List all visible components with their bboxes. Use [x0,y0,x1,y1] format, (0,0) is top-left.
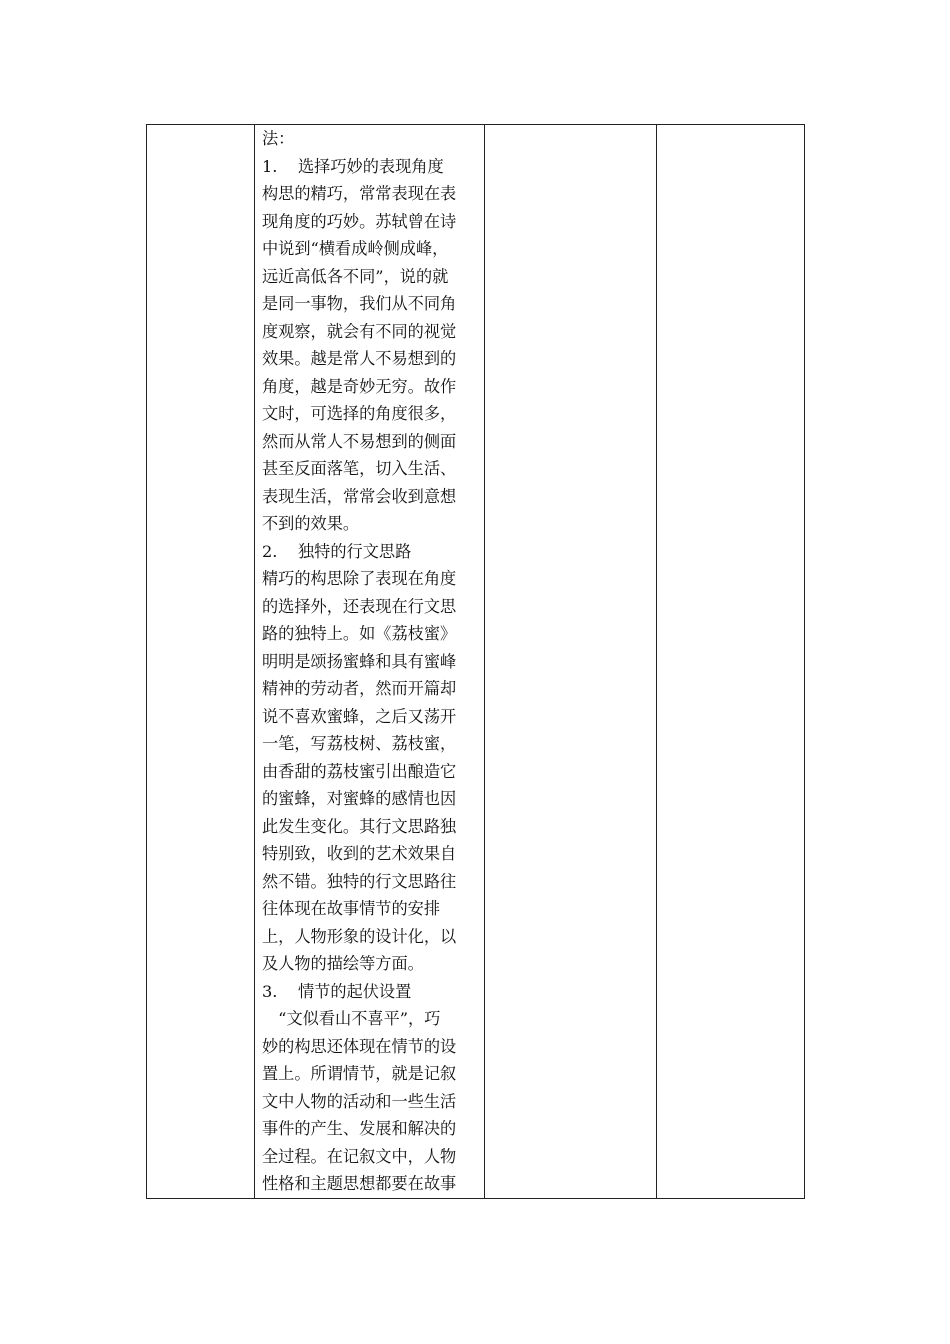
text-line [262,1088,478,1116]
text-line [262,345,478,373]
line-text: 此发生变化。其行文思路独 [262,816,457,836]
table-row [147,125,805,1199]
empty-cell-left [147,125,255,1199]
text-line [262,1170,478,1198]
line-text: 现角度的巧妙。苏轼曾在诗 [262,211,457,231]
text-line [262,785,478,813]
line-text: 效果。越是常人不易想到的 [262,349,457,368]
line-text: 法： [262,129,295,148]
line-text: 独特的行文思路 [298,541,412,561]
line-text: 精巧的构思除了表现在角度 [262,569,457,588]
text-line [262,400,478,428]
text-line [262,620,478,648]
line-text: 的蜜蜂，对蜜蜂的感情也因 [262,789,457,808]
line-text: 全过程。在记叙文中，人物 [262,1146,457,1166]
line-text: 甚至反面落笔，切入生活、 [262,459,457,478]
line-text: 由香甜的荔枝蜜引出酿造它 [262,761,457,781]
text-line [262,1060,478,1088]
text-line [262,840,478,868]
line-text: 角度，越是奇妙无穷。故作 [262,376,457,396]
text-line [262,703,478,731]
line-text: 文时，可选择的角度很多， [262,404,457,423]
text-line [262,208,478,236]
text-line [262,235,478,263]
body-text [255,125,484,1198]
list-number: 1. [262,156,278,176]
line-text: 一笔，写荔枝树、荔枝蜜， [262,734,457,753]
list-number: 2. [262,541,278,561]
text-line [262,565,478,593]
text-line [262,813,478,841]
text-line [262,538,478,566]
text-line [262,675,478,703]
line-text: 说不喜欢蜜蜂，之后又荡开 [262,706,457,726]
text-line [262,318,478,346]
empty-cell-middle [485,125,657,1199]
text-line [262,373,478,401]
line-text: 表现生活，常常会收到意想 [262,486,457,506]
line-text: 然不错。独特的行文思路往 [262,871,457,891]
line-text: 往体现在故事情节的安排 [262,899,441,918]
text-line [262,978,478,1006]
line-text: “文似看山不喜平”，巧 [262,1009,441,1028]
empty-cell-right [657,125,805,1199]
text-line [262,1005,478,1033]
line-text: 性格和主题思想都要在故事 [262,1174,457,1193]
line-text: 上，人物形象的设计化，以 [262,926,457,946]
text-line [262,153,478,181]
line-text: 是同一事物，我们从不同角 [262,294,457,313]
line-text: 置上。所谓情节，就是记叙 [262,1064,457,1083]
text-line [262,593,478,621]
text-line [262,455,478,483]
text-line [262,263,478,291]
line-text: 度观察，就会有不同的视觉 [262,321,457,341]
list-number: 3. [262,981,278,1001]
text-line [262,428,478,456]
text-line [262,1033,478,1061]
text-line [262,180,478,208]
text-line [262,730,478,758]
line-text: 及人物的描绘等方面。 [262,954,424,973]
text-line [262,125,478,153]
line-text: 妙的构思还体现在情节的设 [262,1036,457,1056]
text-line [262,895,478,923]
line-text: 特别致，收到的艺术效果自 [262,844,457,863]
text-line [262,1115,478,1143]
line-text: 文中人物的活动和一些生活 [262,1091,457,1111]
text-line [262,648,478,676]
text-line [262,483,478,511]
line-text: 路的独特上。如《荔枝蜜》 [262,624,457,643]
line-text: 事件的产生、发展和解决的 [262,1119,457,1138]
line-text: 中说到“横看成岭侧成峰， [262,239,449,258]
text-line [262,1143,478,1171]
text-line [262,868,478,896]
content-cell [255,125,485,1199]
text-line [262,510,478,538]
line-text: 的选择外，还表现在行文思 [262,596,457,616]
line-text: 明明是颂扬蜜蜂和具有蜜峰 [262,651,457,671]
line-text: 然而从常人不易想到的侧面 [262,431,457,451]
line-text: 构思的精巧，常常表现在表 [262,184,457,203]
line-text: 选择巧妙的表现角度 [298,156,444,176]
line-text: 不到的效果。 [262,514,360,533]
line-text: 情节的起伏设置 [298,981,412,1001]
text-line [262,923,478,951]
lesson-plan-table [146,124,805,1199]
line-text: 远近高低各不同”，说的就 [262,266,449,286]
text-line [262,758,478,786]
text-line [262,290,478,318]
line-text: 精神的劳动者，然而开篇却 [262,679,457,698]
text-line [262,950,478,978]
